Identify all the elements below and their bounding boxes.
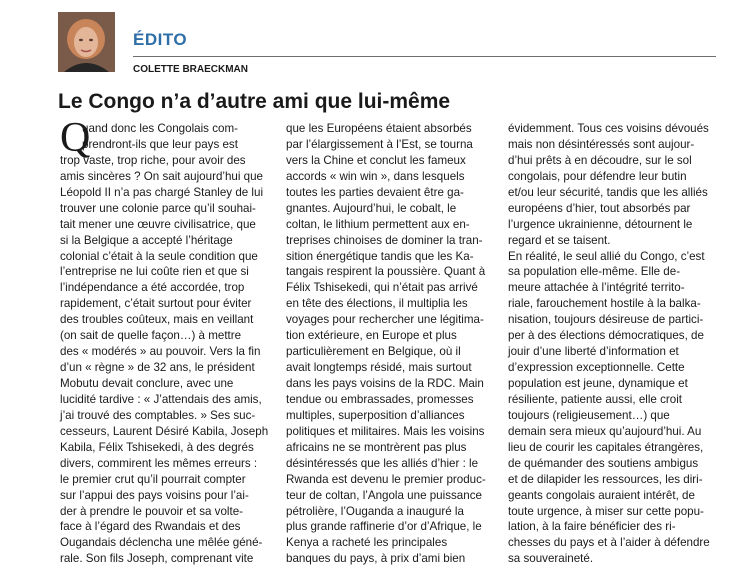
text-line: gnantes. Aujourd’hui, le cobalt, le [286,201,457,215]
article-column-2 [286,121,496,567]
text-line: geants congolais auraient intérêt, de [508,488,695,502]
text-line: trouver une colonie parce qu’il souhai- [60,201,256,215]
text-line: que les Européens étaient absorbés [286,122,472,135]
header-divider [133,56,716,57]
text-line: face à l’égard des Rwandais et des [60,520,241,534]
text-line: coltan, le lithium permettent aux en- [286,217,470,231]
text-line: toujours (religieusement…) que [508,408,670,422]
text-line: en tête des élections, il multiplia les [286,297,468,311]
text-line: africains ne se montrèrent pas plus [286,440,467,454]
text-line: plus grande raffinerie d’or d’Afrique, le [286,520,482,534]
text-line: si la Belgique a accepté l’héritage [60,233,233,247]
text-line: rale. Son fils Joseph, comprenant vite [60,552,254,566]
author-portrait [58,12,115,72]
text-line: et/ou leur sécurité, tandis que les alliés [508,185,708,199]
text-line: cesseurs, Laurent Désiré Kabila, Joseph [60,424,269,438]
text-line: trop vaste, trop riche, pour avoir des [60,153,246,167]
text-line: chesses du pays et à l’aider à défendre [508,536,710,550]
text-line: tangais respirent la poussière. Quant à [286,265,486,279]
text-line: tendue ou embrassades, promesses [286,392,474,406]
text-line: résiliente, patiente aussi, elle croit [508,392,682,406]
text-line: désintéressés que les alliés d’hier : le [286,456,479,470]
text-line: et de dilapider les ressources, les diri- [508,472,703,486]
text-line: le premier crut qu’il pourrait compter [60,472,246,486]
text-line: européens d’hier, tout absorbés par [508,201,691,215]
text-line: tait mener une œuvre civilisatrice, que [60,217,256,231]
text-line: lucidité tardive : « J’attendais des amis, [60,392,262,406]
text-line: colonial c’était à la seule condition que [60,249,258,263]
text-line: des troubles coûteux, mais en veillant [60,313,254,327]
text-line: meure attachée à l’intégrité territo- [508,281,685,295]
text-line: des « modérés » au pouvoir. Vers la fin [60,345,261,359]
article-headline: Le Congo n’a d’autre ami que lui-même [58,90,451,113]
text-line: population est jeune, dynamique et [508,377,688,390]
text-line: Ougandais déclencha une mêlée géné- [60,536,263,550]
text-line: accords « win win », dans lesquels [286,169,465,183]
text-line: regard et se taisent. [508,233,611,247]
section-rubric: ÉDITO [133,30,188,49]
article-column-3 [508,121,718,567]
author-byline: COLETTE BRAECKMAN [133,64,248,75]
text-line: riale, farouchement hostile à la balka- [508,297,701,311]
text-line: Léopold II n’a pas chargé Stanley de lui [60,185,264,199]
text-line: Rwanda est devenu le premier produc- [286,472,486,486]
text-line: per à des élections démocratiques, de [508,329,704,343]
article-header [0,0,741,80]
text-line: rapidement, c’était surtout pour éviter [60,297,252,311]
text-line: particulièrement en Belgique, où il [286,345,461,359]
text-line: Kabila, Félix Tshisekedi, à des degrés [60,440,254,454]
text-line: prendront-ils que leur pays est [82,137,238,151]
text-line: évidemment. Tous ces voisins dévoués [508,122,709,135]
text-line: divers, commirent les mêmes erreurs : [60,456,258,470]
text-line: Kenya a racheté les principales [286,536,448,550]
text-line: tion extérieure, en Europe et plus [286,329,457,343]
text-line: lieu de courir les capitales étrangères, [508,440,704,454]
text-line: avait longtemps résidé, mais surtout [286,361,472,375]
text-line: d’expression exceptionnelle. Cette [508,361,685,375]
text-line: Félix Tshisekedi, qui n’était pas arrivé [286,281,478,295]
article-column-1 [60,121,269,567]
text-line: jouir d’une liberté d’information et [508,345,679,359]
drop-cap: Q [60,115,91,161]
text-line: vers la Chine et conclut les fameux [286,153,466,167]
text-line: (on sait de quelle façon…) à mettre [60,329,242,343]
text-line: amis sincères ? On sait aujourd’hui que [60,169,263,183]
text-line: pétrolière, l’Ouganda a inauguré la [286,504,464,518]
text-line: sition énergétique tandis que les Ka- [286,249,474,263]
text-line: banques du pays, à prix d’ami bien [286,552,466,566]
text-line: nisation, toujours désireuse de partici- [508,313,704,327]
text-line: toutes les parties devaient être ga- [286,185,464,199]
author-portrait-image [58,12,115,72]
text-line: sa population elle-même. Elle de- [508,265,681,279]
text-line: l’urgence ukrainienne, détournent le [508,217,693,231]
text-line: l’indépendance a été accordée, trop [60,281,245,295]
text-line: teur de coltan, l’Angola une puissance [286,488,482,502]
text-line: Mobutu devait conclure, avec une [60,377,234,390]
text-line: sur l’appui des pays voisins pour l’ai- [60,488,249,502]
text-line: toute urgence, à miser sur cette popu- [508,504,704,518]
text-line: lation, à la faire bénéficier des ri- [508,520,676,534]
text-line: dans les pays voisins de la RDC. Main [286,377,484,390]
text-line: multiples, superposition d’alliances [286,408,465,422]
text-line: sa souveraineté. [508,552,594,566]
text-line: mais non désintéressés sont aujour- [508,137,695,151]
text-line: voyages pour rechercher une légitima- [286,313,484,327]
text-line: par l’élargissement à l’Est, se tourna [286,137,473,151]
text-line: der à prendre le pouvoir et sa volte- [60,504,244,518]
text-line: j’ai trouvé des comptables. » Ses suc- [60,408,256,422]
text-line: l’entreprise ne lui coûte rien et que si [60,265,249,279]
text-line: congolais, pour défendre leur butin [508,169,687,183]
text-line: d’hui prêts à en découdre, sur le sol [508,153,692,167]
text-line: politiques et militaires. Mais les voisins [286,424,485,438]
text-line: d’un « règne » de 32 ans, le président [60,361,255,375]
text-line: En réalité, le seul allié du Congo, c’est [508,249,705,263]
text-line: demain sera mieux qu’aujourd’hui. Au [508,424,702,438]
text-line: de quémander des soutiens ambigus [508,456,699,470]
text-line: treprises chinoises de dominer la tran- [286,233,483,247]
text-line: uand donc les Congolais com- [82,122,238,135]
